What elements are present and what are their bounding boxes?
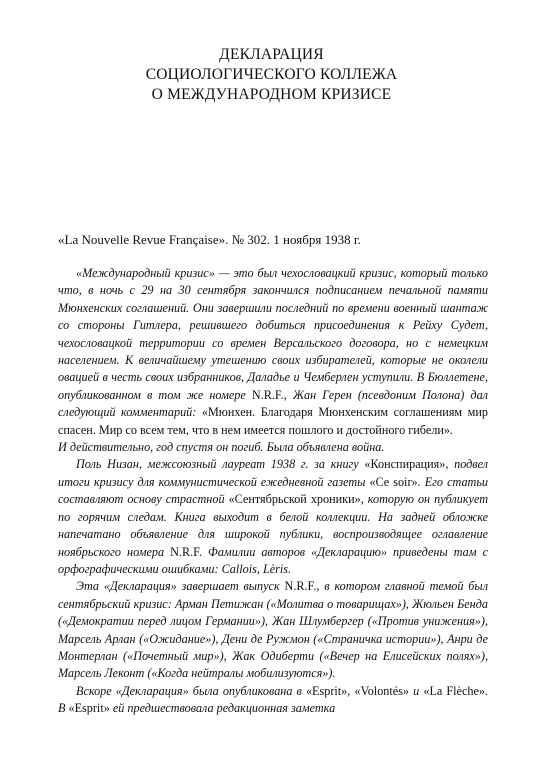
p5-text-e: и	[409, 683, 424, 698]
p3-text-c: , подвел итоги кризису для коммунистической ежедневной газеты	[58, 457, 488, 489]
p5-text-a: Вскоре «Декларация» была опубликована в	[76, 683, 306, 698]
p4-text-c: , в котором главной темой был сентябрьский кризис: Арман Петижан («Молитва о товарищах»), Жюльен Бенда («Демократии перед лицом Германии»), Жан Шлумбергер («Против унижения»), Марсель Арлан («Ожидание»), Дени де Ружмон («Страничка истории»), Анри де Монтерлан («Почетный мир»), Жак Одиберти («Вечер на Елисейских полях»), Марсель Леконт («Когда нейтралы мобилизуются»).	[58, 579, 489, 681]
commentary-body	[58, 265, 488, 718]
p3-text-g: , которую он публикует по горячим следам. Книга выходит в белой коллекции. На задней обложке напечатано объявление для широкой публики, воспроизводящее оглавление ноябрьского номера	[58, 492, 488, 559]
p3-newspaper: «Ce soir»	[369, 474, 418, 489]
p4-nrf: N.R.F.	[284, 579, 317, 594]
p4-text-a: Эта «Декларация» завершает выпуск	[76, 579, 285, 594]
title-line-1: ДЕКЛАРАЦИЯ	[219, 46, 324, 63]
p1-text-a: «Международный кризис» — это был чехословацкий кризис, который только что, в ночь с 29 на 30 сентября закончился подписанием печальной памяти Мюнхенских соглашений. Они завершили последний по времени военный шантаж со стороны Гитлера, решившего добиться присоединения к Рейху Судет, чехословацкой территории со времен Версальского договора, но с немецким населением. К величайшему утешению своих избирателей, которые не околели овацией в честь своих избранников, Даладье и Чемберлен уступили. В Бюллетене, опубликованном в том же номере	[58, 266, 488, 402]
p3-text-a: Поль Низан, межсоюзный лауреат 1938 г. за книгу	[76, 457, 365, 472]
paragraph-1	[58, 265, 488, 439]
p5-text-i: ей предшествовала редакционная заметка	[109, 701, 336, 716]
paragraph-5	[58, 683, 488, 718]
p1-nrf: N.R.F.	[251, 387, 284, 402]
p3-chronicle: «Сентябрьской хроники»	[228, 492, 361, 507]
p5-esprit-2: «Esprit»	[68, 701, 110, 716]
p5-text-g: . В	[58, 683, 489, 716]
p1-text-e: .	[449, 422, 453, 437]
p5-la-fleche: «La Flèche»	[423, 683, 485, 698]
title-line-2: СОЦИОЛОГИЧЕСКОГО КОЛЛЕЖА	[145, 66, 398, 83]
p3-text-e: . Его статьи составляют основу страстной	[58, 474, 488, 507]
p3-nrf: N.R.F.	[170, 544, 202, 559]
paragraph-2: И действительно, год спустя он погиб. Была объявлена война.	[58, 440, 385, 455]
p3-text-i: Фамилии авторов «Декларацию» приведены там с орфографическими ошибками: Callois, Lèris.	[58, 544, 488, 576]
p5-volontes: «Volontés»	[354, 683, 410, 698]
source-citation: «La Nouvelle Revue Française». № 302. 1 ноября 1938 г.	[58, 232, 361, 247]
p1-quote: «Мюнхен. Благодаря Мюнхенским соглашениям мир спасен. Мир со всем тем, что в нем имеется пошлого и достойного гибели»	[58, 405, 488, 437]
p5-esprit: «Esprit»	[305, 683, 348, 698]
p3-book-title: «Конспирация»	[364, 457, 446, 472]
title-line-3: О МЕЖДУНАРОДНОМ КРИЗИСЕ	[151, 86, 392, 103]
paragraph-4	[58, 578, 488, 682]
paragraph-3	[58, 456, 488, 578]
p1-text-c: , Жан Герен (псевдоним Полона) дал следующий комментарий:	[58, 387, 488, 420]
p5-text-c: ,	[347, 683, 355, 698]
document-title	[0, 45, 543, 105]
